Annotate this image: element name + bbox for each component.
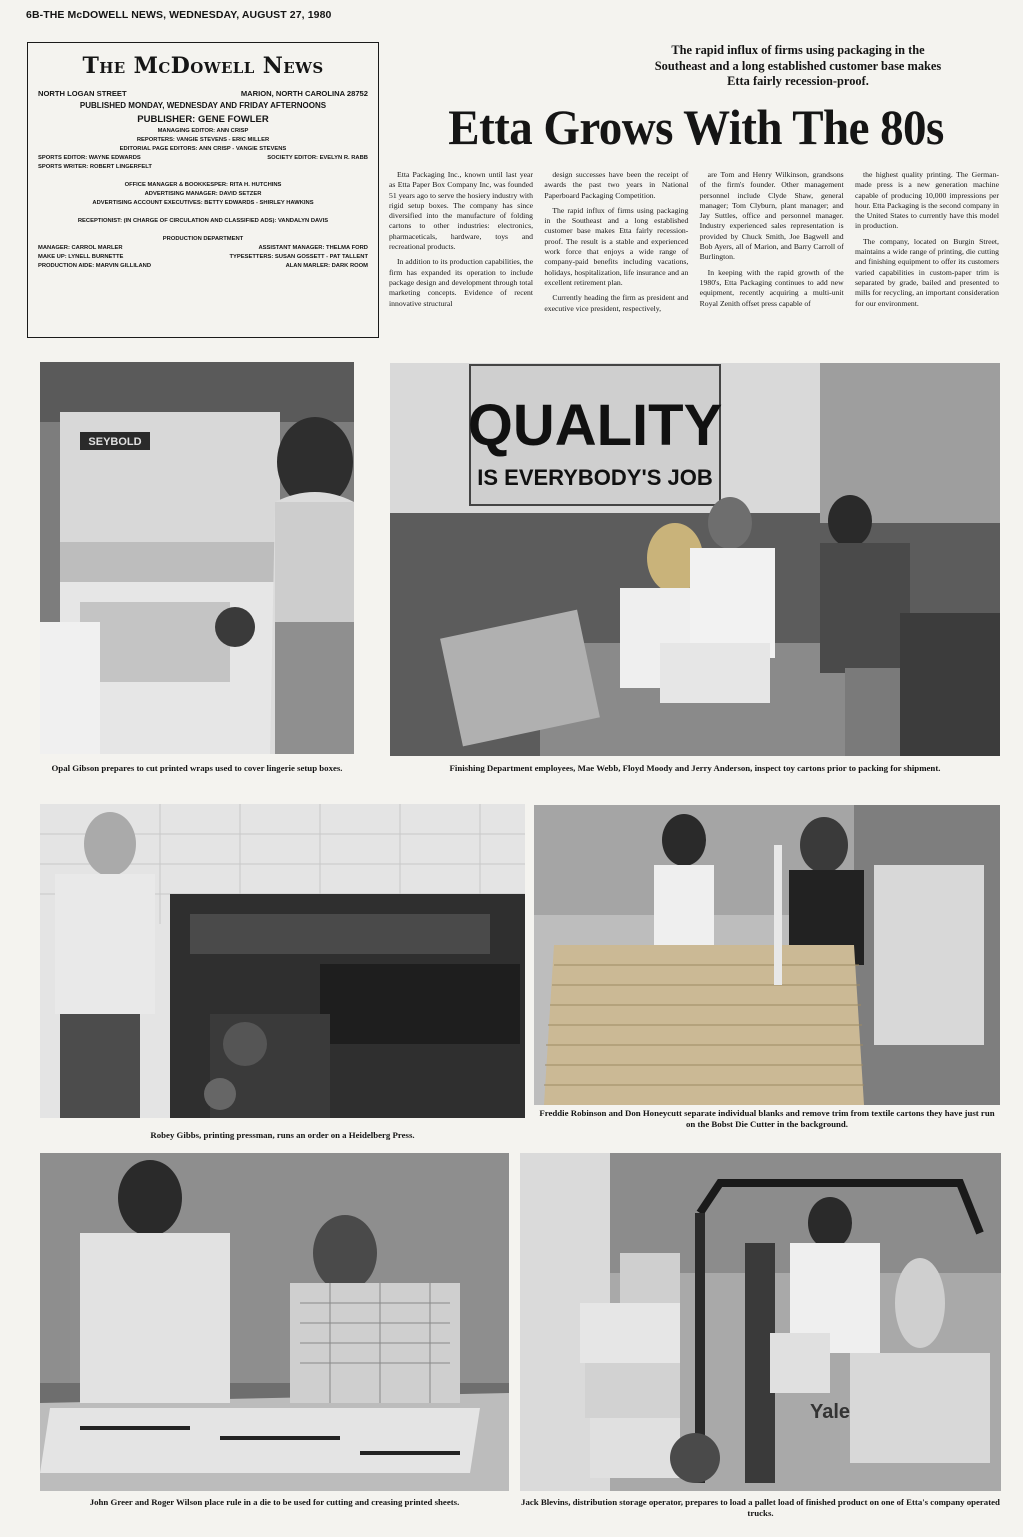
masthead-street: NORTH LOGAN STREET: [38, 89, 127, 98]
photo-image: [520, 1153, 1001, 1491]
masthead-make-up: MAKE UP: LYNELL BURNETTE: [38, 254, 124, 260]
photo-forklift: [520, 1153, 1001, 1491]
masthead-advertising-manager: ADVERTISING MANAGER: DAVID SETZER: [144, 191, 262, 197]
masthead-production-dept: PRODUCTION DEPARTMENT: [162, 236, 244, 242]
masthead-publisher: PUBLISHER: GENE FOWLER: [137, 114, 269, 125]
caption-photo-4: Freddie Robinson and Don Honeycutt separate individual blanks and remove trim from textile cartons they have just run on the Bobst Die Cutter in the background.: [539, 1108, 995, 1129]
masthead-office-manager: OFFICE MANAGER & BOOKKESPER: RITA H. HUTCHINS: [124, 182, 282, 188]
article-paragraph: the highest quality printing. The German-made press is a new generation machine capable of producing 10,000 impressions per hour. Etta Packaging is the second company in the United States to currently have this model in production.: [854, 170, 999, 231]
article-paragraph: The company, located on Burgin Street, maintains a wide range of printing, die cutting and finishing equipment to offer its customers varied capabilities in custom-paper trim is separated by grade, bailed and presented to mills for recycling, an important consideration for our environment.: [854, 236, 999, 308]
photo-opal-gibson: [40, 362, 354, 754]
photo-image: [40, 804, 525, 1118]
masthead-address: [38, 89, 368, 98]
masthead-managing-editor: MANAGING EDITOR: ANN CRISP: [157, 128, 249, 134]
masthead-society-editor: SOCIETY EDITOR: EVELYN R. RABB: [267, 155, 368, 161]
article-column-4: [855, 170, 999, 319]
article-paragraph: In keeping with the rapid growth of the 1980's, Etta Packaging continues to add new equipment, recently acquiring a multi-unit Royal Zenith offset press capable of: [699, 267, 844, 308]
masthead-advertising-execs: ADVERTISING ACCOUNT EXECUTIVES: BETTY EDWARDS - SHIRLEY HAWKINS: [92, 200, 314, 206]
photo-blanks-separation: [534, 805, 1000, 1105]
article-deck: The rapid influx of firms using packaging in the Southeast and a long established customer base makes Etta fairly recession-proof.: [654, 43, 942, 88]
caption-photo-6: Jack Blevins, distribution storage operator, prepares to load a pallet load of finished product on one of Etta's company operated trucks.: [521, 1497, 1000, 1518]
masthead-manager-row: [38, 245, 368, 251]
caption-photo-3: Robey Gibbs, printing pressman, runs an order on a Heidelberg Press.: [150, 1130, 415, 1140]
masthead-typesetters: TYPESETTERS: SUSAN GOSSETT - PAT TALLENT: [229, 254, 368, 260]
article-paragraph: Currently heading the firm as president and executive vice president, respectively,: [544, 293, 689, 313]
caption-photo-1: Opal Gibson prepares to cut printed wraps used to cover lingerie setup boxes.: [51, 763, 343, 773]
masthead-sports-row: [38, 155, 368, 161]
sign-everybodys-job: IS EVERYBODY'S JOB: [477, 465, 713, 490]
forklift-label: Yale: [810, 1401, 851, 1423]
masthead-makeup-row: [38, 254, 368, 260]
newspaper-nameplate: The McDowell News: [82, 53, 324, 79]
masthead-dark-room: ALAN MARLER: DARK ROOM: [285, 263, 368, 269]
article-column-3: [700, 170, 844, 319]
masthead-box: [27, 42, 379, 338]
article-paragraph: are Tom and Henry Wilkinson, grandsons of the firm's founder. Other management personnel include Clyde Shaw, general manager; Tom Clyburn, plant manager; and Jay Suttles, office and personnel manager. Industry experienced sales representation is provided by Chuck Smith, Joe Bagwell and Bob Ayers, all of Marion, and Barry Carroll of Burlington.: [699, 170, 844, 262]
masthead-sports-writer-row: [38, 164, 368, 170]
masthead-manager: MANAGER: CARROL MARLER: [38, 245, 123, 251]
article-paragraph: design successes have been the receipt of awards the past two years in National Paperboard Packaging Competition.: [544, 170, 689, 200]
masthead-city: MARION, NORTH CAROLINA 28752: [240, 89, 368, 98]
caption-photo-2: Finishing Department employees, Mae Webb, Floyd Moody and Jerry Anderson, inspect toy cartons prior to packing for shipment.: [449, 763, 941, 773]
photo-image: [40, 1153, 509, 1491]
article-paragraph: The rapid influx of firms using packaging in the Southeast and a long established customer base makes Etta fairly recession-proof. The result is a stable and experienced work force that enjoys a wide range of company-paid benefits including vacations, holidays, hospitalization, life insurance and an excellent retirement plan.: [544, 205, 689, 287]
article-paragraph: Etta Packaging Inc., known until last year as Etta Paper Box Company Inc, was founded 51 years ago to serve the hosiery industry with rigid setup boxes. The company has since diversified into the manufacture of folding cartons to other industries: electronics, pharmaceticals, hardware, toys and recreational products.: [389, 170, 533, 252]
article-headline: Etta Grows With The 80s: [448, 99, 944, 155]
masthead-reporters: REPORTERS: VANGIE STEVENS - ERIC MILLER: [136, 137, 270, 143]
machine-label: SEYBOLD: [88, 436, 142, 448]
article-paragraph: In addition to its production capabilities, the firm has expanded its operation to include package design and development through total marketing concepts. Evidence of recent innovative structural: [389, 257, 533, 308]
article-column-1: [389, 170, 533, 319]
photo-image: [534, 805, 1000, 1105]
masthead-sports-editor: SPORTS EDITOR: WAYNE EDWARDS: [38, 155, 141, 161]
masthead-editorial-page: EDITORIAL PAGE EDITORS: ANN CRISP - VANGIE STEVENS: [119, 146, 287, 152]
photo-rule-die: [40, 1153, 509, 1491]
masthead-assistant-manager: ASSISTANT MANAGER: THELMA FORD: [258, 245, 368, 251]
masthead-production-aide: PRODUCTION AIDE: MARVIN GILLILAND: [38, 263, 152, 269]
page-folio: 6B-THE McDOWELL NEWS, WEDNESDAY, AUGUST 27, 1980: [26, 9, 332, 21]
photo-robey-gibbs: [40, 804, 525, 1118]
photo-image: [40, 362, 354, 754]
photo-finishing-department: [390, 363, 1000, 756]
article-column-2: [544, 170, 688, 319]
masthead-aide-row: [38, 263, 368, 269]
sign-quality: QUALITY: [467, 393, 723, 458]
masthead-receptionist: RECEPTIONIST: (IN CHARGE OF CIRCULATION AND CLASSIFIED ADS): VANDALYN DAVIS: [77, 218, 329, 224]
photo-image: [390, 363, 1000, 756]
caption-photo-5: John Greer and Roger Wilson place rule in a die to be used for cutting and creasing printed sheets.: [89, 1497, 460, 1507]
masthead-sports-writer: SPORTS WRITER: ROBERT LINGERFELT: [38, 164, 152, 170]
article-body: [389, 170, 999, 319]
masthead-published: PUBLISHED MONDAY, WEDNESDAY AND FRIDAY AFTERNOONS: [79, 101, 327, 110]
